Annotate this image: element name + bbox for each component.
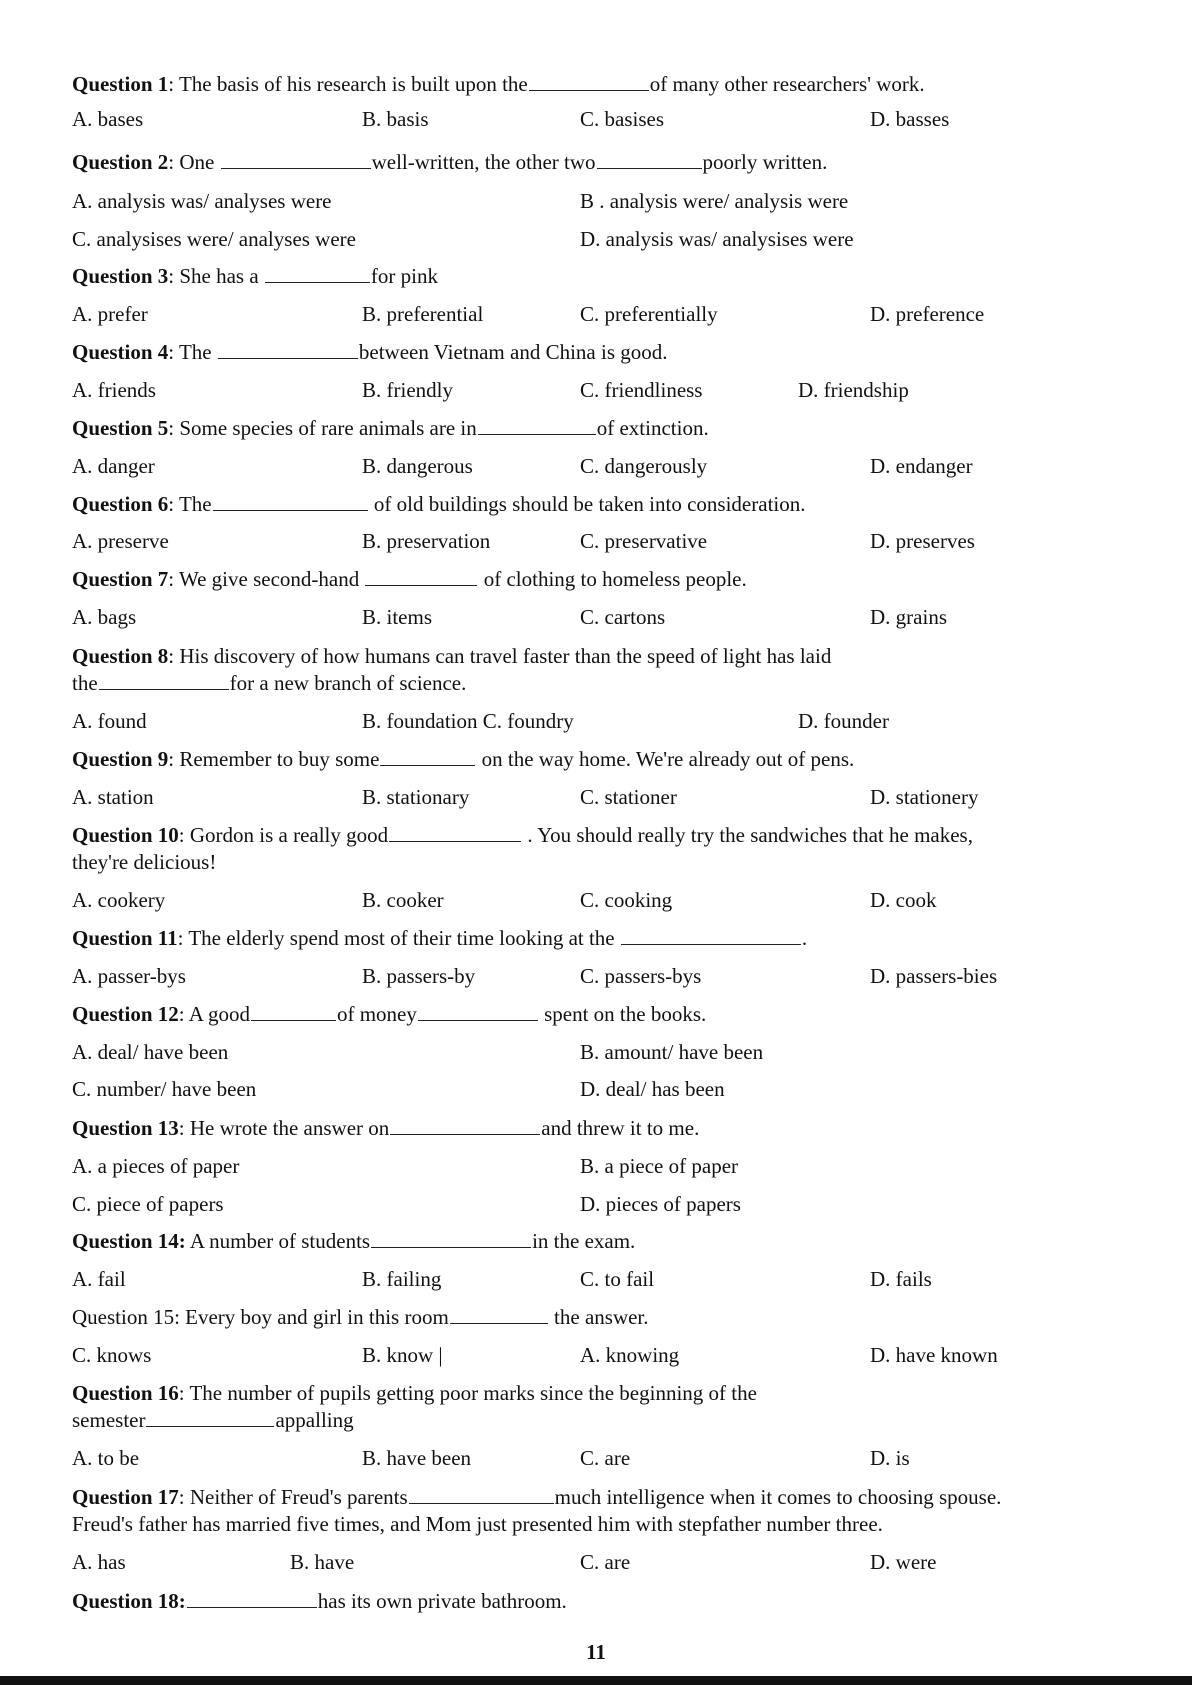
answer-blank[interactable] [187, 1589, 317, 1608]
option-d[interactable]: D. preserves [870, 529, 975, 553]
option-b[interactable]: B. preferential [362, 302, 484, 326]
option-d[interactable]: D. fails [870, 1267, 932, 1291]
question-label: Question 15 [72, 1305, 175, 1329]
option-b[interactable]: B. failing [362, 1267, 442, 1291]
question-label: Question 3 [72, 264, 169, 288]
answer-blank[interactable] [99, 671, 229, 690]
question-label: Question 7 [72, 567, 169, 591]
option-d[interactable]: D. have known [870, 1343, 998, 1367]
option-d[interactable]: D. were [870, 1550, 937, 1574]
question-17: Question 17: Neither of Freud's parents much intelligence when it comes to choosing spouse. [72, 1485, 1002, 1509]
answer-blank[interactable] [450, 1305, 548, 1324]
option-c[interactable]: C. preferentially [580, 302, 718, 326]
option-b[interactable]: B. amount/ have been [580, 1040, 764, 1064]
option-c[interactable]: C. cooking [580, 888, 673, 912]
question-label: Question 12 [72, 1002, 179, 1026]
option-a[interactable]: A. has [72, 1550, 126, 1574]
answer-blank[interactable] [265, 264, 370, 283]
answer-blank[interactable] [251, 1002, 336, 1021]
option-a[interactable]: A. a pieces of paper [72, 1154, 240, 1178]
option-b[interactable]: B. have [290, 1550, 355, 1574]
question-label: Question 1 [72, 72, 169, 96]
question-7: Question 7: We give second-hand of clothing to homeless people. [72, 567, 747, 591]
option-a[interactable]: A. prefer [72, 302, 148, 326]
option-b[interactable]: B. items [362, 605, 433, 629]
question-label: Question 4 [72, 340, 169, 364]
question-5: Question 5: Some species of rare animals are in of extinction. [72, 416, 709, 440]
option-b[interactable]: B. cooker [362, 888, 444, 912]
answer-blank[interactable] [371, 1229, 531, 1248]
answer-blank[interactable] [380, 747, 475, 766]
option-c[interactable]: C. are [580, 1446, 631, 1470]
question-label: Question 13 [72, 1116, 179, 1140]
question-label: Question 9 [72, 747, 169, 771]
option-b[interactable]: B. preservation [362, 529, 491, 553]
answer-blank[interactable] [218, 340, 358, 359]
answer-blank[interactable] [409, 1485, 554, 1504]
option-a[interactable]: A. bags [72, 605, 137, 629]
option-c[interactable]: C. knows [72, 1343, 152, 1367]
answer-blank[interactable] [213, 492, 368, 511]
option-d[interactable]: D. cook [870, 888, 937, 912]
answer-blank[interactable] [365, 567, 477, 586]
question-18: Question 18: has its own private bathroom. [72, 1589, 567, 1613]
question-10: Question 10: Gordon is a really good . You should really try the sandwiches that he makes, [72, 823, 973, 847]
option-a[interactable]: A. station [72, 785, 154, 809]
option-c[interactable]: C. basises [580, 107, 664, 131]
question-label: Question 6 [72, 492, 169, 516]
question-2: Question 2: One well-written, the other two poorly written. [72, 150, 828, 174]
question-12: Question 12: A good of money spent on the books. [72, 1002, 707, 1026]
footer-rule [0, 1676, 1192, 1685]
page-number: 11 [586, 1640, 606, 1664]
option-b[interactable]: B. a piece of paper [580, 1154, 739, 1178]
option-d[interactable]: D. pieces of papers [580, 1192, 741, 1216]
option-b[interactable]: B. dangerous [362, 454, 473, 478]
option-d[interactable]: D. founder [798, 709, 889, 733]
question-16-continued: semester appalling [72, 1408, 354, 1432]
question-4: Question 4: The between Vietnam and China is good. [72, 340, 668, 364]
question-8-continued: the for a new branch of science. [72, 671, 467, 695]
option-d[interactable]: D. friendship [798, 378, 909, 402]
question-1: Question 1: The basis of his research is built upon the of many other researchers' work. [72, 72, 925, 96]
question-16: Question 16: The number of pupils getting poor marks since the beginning of the [72, 1381, 757, 1405]
option-c[interactable]: C. piece of papers [72, 1192, 224, 1216]
answer-blank[interactable] [418, 1002, 538, 1021]
question-label: Question 17 [72, 1485, 179, 1509]
option-b[interactable]: B. passers-by [362, 964, 476, 988]
option-d[interactable]: D. preference [870, 302, 985, 326]
question-label: Question 5 [72, 416, 169, 440]
question-6: Question 6: The of old buildings should be taken into consideration. [72, 492, 806, 516]
option-a[interactable]: A. preserve [72, 529, 169, 553]
answer-blank[interactable] [390, 1116, 540, 1135]
question-3: Question 3: She has a for pink [72, 264, 438, 288]
option-c[interactable]: C. cartons [580, 605, 666, 629]
option-c[interactable]: C. analysises were/ analyses were [72, 227, 356, 251]
option-b[interactable]: B . analysis were/ analysis were [580, 189, 849, 213]
option-d[interactable]: D. grains [870, 605, 947, 629]
option-a[interactable]: A. to be [72, 1446, 140, 1470]
question-label: Question 11 [72, 926, 178, 950]
option-a[interactable]: A. fail [72, 1267, 126, 1291]
option-d[interactable]: D. endanger [870, 454, 973, 478]
question-15: Question 15: Every boy and girl in this room the answer. [72, 1305, 649, 1329]
question-label: Question 18: [72, 1589, 186, 1613]
question-10-continued: they're delicious! [72, 850, 217, 874]
option-c[interactable]: C. number/ have been [72, 1077, 257, 1101]
question-9: Question 9: Remember to buy some on the way home. We're already out of pens. [72, 747, 855, 771]
answer-blank[interactable] [389, 823, 521, 842]
option-a[interactable]: A. knowing [580, 1343, 680, 1367]
option-d[interactable]: D. deal/ has been [580, 1077, 725, 1101]
option-d[interactable]: D. stationery [870, 785, 979, 809]
option-c[interactable]: C. preservative [580, 529, 708, 553]
question-label: Question 10 [72, 823, 179, 847]
answer-blank[interactable] [597, 150, 702, 169]
option-c[interactable]: C. are [580, 1550, 631, 1574]
option-c[interactable]: C. dangerously [580, 454, 708, 478]
option-c[interactable]: C. passers-bys [580, 964, 702, 988]
option-d[interactable]: D. basses [870, 107, 950, 131]
question-label: Question 2 [72, 150, 169, 174]
question-label: Question 16 [72, 1381, 179, 1405]
option-a[interactable]: A. friends [72, 378, 156, 402]
option-b[interactable]: B. know | [362, 1343, 443, 1367]
question-label: Question 14: [72, 1229, 186, 1253]
option-a[interactable]: A. analysis was/ analyses were [72, 189, 332, 213]
option-c[interactable]: C. stationer [580, 785, 677, 809]
option-a[interactable]: A. cookery [72, 888, 166, 912]
option-a[interactable]: A. deal/ have been [72, 1040, 229, 1064]
option-a[interactable]: A. passer-bys [72, 964, 186, 988]
option-b[interactable]: B. have been [362, 1446, 472, 1470]
question-14: Question 14: A number of students in the exam. [72, 1229, 636, 1253]
answer-blank[interactable] [529, 72, 649, 91]
option-b[interactable]: B. stationary [362, 785, 470, 809]
option-b[interactable]: B. friendly [362, 378, 453, 402]
question-13: Question 13: He wrote the answer on and threw it to me. [72, 1116, 700, 1140]
option-b-c[interactable]: B. foundation C. foundry [362, 709, 574, 733]
answer-blank[interactable] [621, 926, 801, 945]
answer-blank[interactable] [221, 150, 371, 169]
option-a[interactable]: A. bases [72, 107, 144, 131]
option-d[interactable]: D. is [870, 1446, 910, 1470]
question-11: Question 11: The elderly spend most of their time looking at the . [72, 926, 808, 950]
question-label: Question 8 [72, 644, 169, 668]
option-a[interactable]: A. found [72, 709, 147, 733]
question-8: Question 8: His discovery of how humans can travel faster than the speed of light has laid [72, 644, 832, 668]
option-d[interactable]: D. analysis was/ analysises were [580, 227, 854, 251]
option-c[interactable]: C. friendliness [580, 378, 703, 402]
option-d[interactable]: D. passers-bies [870, 964, 998, 988]
option-c[interactable]: C. to fail [580, 1267, 655, 1291]
question-17-continued: Freud's father has married five times, and Mom just presented him with stepfather number three. [72, 1512, 883, 1536]
answer-blank[interactable] [146, 1408, 274, 1427]
option-b[interactable]: B. basis [362, 107, 429, 131]
answer-blank[interactable] [478, 416, 596, 435]
option-a[interactable]: A. danger [72, 454, 155, 478]
